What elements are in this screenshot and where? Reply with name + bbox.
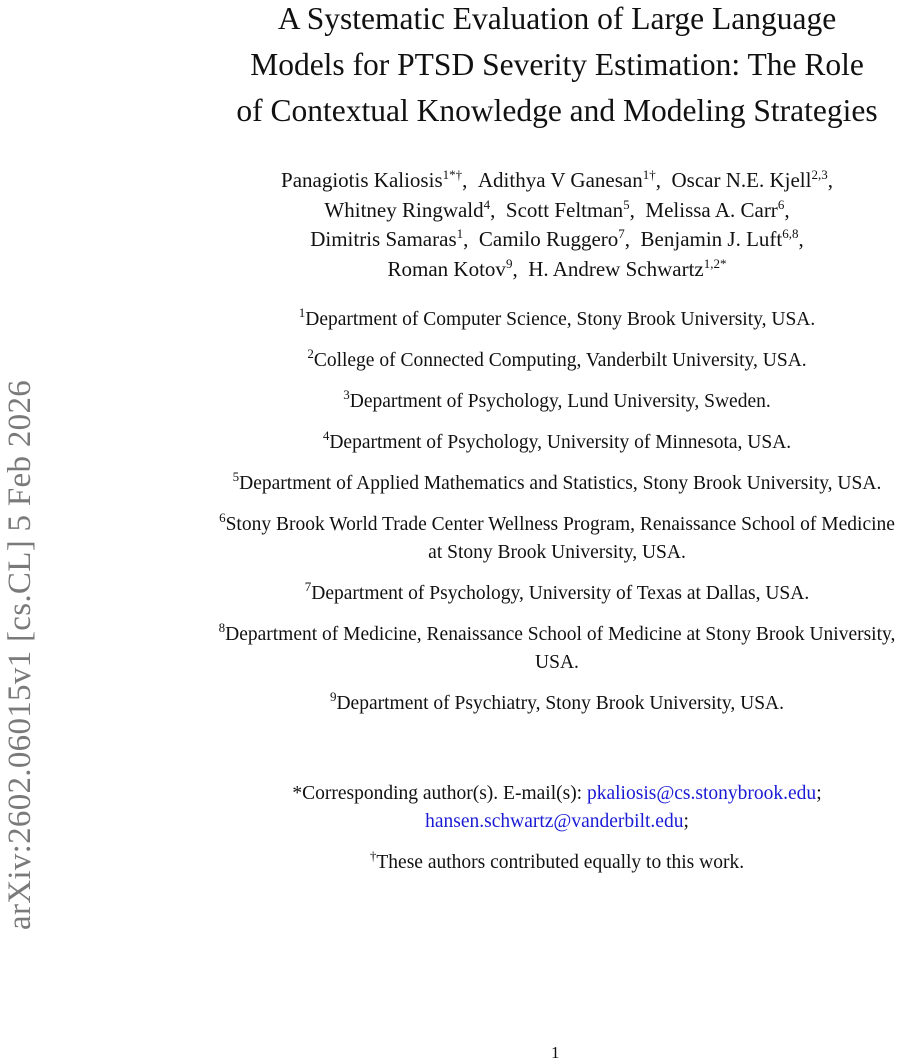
author-affiliation-mark: 6 xyxy=(777,196,785,212)
affiliation xyxy=(212,388,902,416)
separator: ; xyxy=(816,783,822,804)
email-link[interactable]: hansen.schwartz@vanderbilt.edu xyxy=(425,811,684,832)
dagger-mark: † xyxy=(369,848,377,863)
title-line: of Contextual Knowledge and Modeling Strategies xyxy=(236,93,878,128)
affiliation-number: 1 xyxy=(298,305,306,320)
author-affiliation-mark: 5 xyxy=(623,196,630,212)
author-affiliation-mark: 1,2* xyxy=(703,255,727,271)
author-list xyxy=(197,166,913,284)
author-affiliation-mark: 2,3 xyxy=(811,167,828,182)
corresponding-authors xyxy=(207,780,907,836)
author-name: Benjamin J. Luft xyxy=(640,227,783,251)
affiliation-number: 2 xyxy=(307,346,314,361)
affiliation-text: Department of Computer Science, Stony Brook University, USA. xyxy=(305,309,816,330)
affiliation-text: Department of Applied Mathematics and Statistics, Stony Brook University, USA. xyxy=(239,473,882,494)
author-affiliation-mark: 1*† xyxy=(442,167,463,182)
affiliation-number: 6 xyxy=(219,510,226,525)
author-name: Camilo Ruggero xyxy=(478,227,619,251)
author-name: Adithya V Ganesan xyxy=(477,168,643,192)
affiliation-number: 7 xyxy=(304,579,312,594)
affiliation xyxy=(212,306,902,334)
title-page xyxy=(197,0,913,877)
note-text: These authors contributed equally to this work. xyxy=(376,852,745,873)
affiliation-text: Department of Psychiatry, Stony Brook University, USA. xyxy=(336,693,785,714)
author-affiliation-mark: 7 xyxy=(618,226,625,241)
author xyxy=(478,168,656,192)
author-line: Whitney Ringwald$^4$, Scott Feltman$^5$, Melissa A. Carr$^6$, xyxy=(324,196,790,222)
author-affiliation-mark: 1 xyxy=(456,226,464,241)
equal-contribution-note xyxy=(197,849,913,877)
email-link[interactable]: pkaliosis@cs.stonybrook.edu xyxy=(586,783,817,804)
author-name: Dimitris Samaras xyxy=(310,227,457,251)
affiliation xyxy=(212,621,902,677)
author-affiliation-mark: 1† xyxy=(642,167,656,182)
author xyxy=(672,168,828,192)
author-affiliation-mark: 6,8 xyxy=(782,226,799,241)
author-line: Roman Kotov$^9$, H. Andrew Schwartz$^{1,2*}$ xyxy=(387,255,727,281)
affiliation-text: Department of Medicine, Renaissance School of Medicine at Stony Brook University, USA. xyxy=(225,624,896,673)
affiliation-number: 4 xyxy=(322,428,330,443)
author-name: Roman Kotov xyxy=(387,256,506,281)
affiliation-number: 5 xyxy=(232,469,240,484)
author-line: Panagiotis Kaliosis$^{1*\dagger}$, Adithya V Ganesan$^{1\dagger}$, Oscar N.E. Kjell$^{2,3}$, xyxy=(281,167,833,192)
page-number: 1 xyxy=(551,1043,560,1062)
affiliation-number: 8 xyxy=(218,620,226,635)
affiliation-text: College of Connected Computing, Vanderbilt University, USA. xyxy=(313,350,807,371)
affiliation-text: Department of Psychology, University of Texas at Dallas, USA. xyxy=(311,583,810,604)
separator: ; xyxy=(683,811,689,832)
title-line: Models for PTSD Severity Estimation: The Role xyxy=(250,47,864,82)
author-affiliation-mark: 4 xyxy=(483,196,491,212)
affiliation xyxy=(212,690,902,718)
author xyxy=(281,168,462,192)
author xyxy=(645,198,784,222)
author-name: Oscar N.E. Kjell xyxy=(671,168,812,192)
author xyxy=(506,198,630,222)
author-name: H. Andrew Schwartz xyxy=(528,256,704,281)
author xyxy=(310,227,463,251)
author-name: Scott Feltman xyxy=(505,197,624,222)
affiliation xyxy=(212,429,902,457)
corresponding-label: *Corresponding author(s). E-mail(s): xyxy=(292,783,587,804)
affiliation-number: 9 xyxy=(329,689,337,704)
affiliation xyxy=(212,580,902,608)
affiliation-text: Department of Psychology, Lund University, Sweden. xyxy=(349,391,771,412)
author-affiliation-mark: 9 xyxy=(505,255,513,271)
arxiv-stamp: arXiv:2602.06015v1 [cs.CL] 5 Feb 2026 xyxy=(2,379,38,930)
affiliation-number: 3 xyxy=(343,387,350,402)
author-name: Panagiotis Kaliosis xyxy=(281,168,443,192)
author-name: Whitney Ringwald xyxy=(324,197,484,222)
affiliation xyxy=(212,347,902,375)
author xyxy=(641,227,799,251)
author-line: Dimitris Samaras$^1$, Camilo Ruggero$^7$, Benjamin J. Luft$^{6,8}$, xyxy=(310,226,804,251)
author-name: Melissa A. Carr xyxy=(645,197,778,222)
author xyxy=(479,227,625,251)
author xyxy=(388,257,513,281)
affiliation-text: Stony Brook World Trade Center Wellness Program, Renaissance School of Medicine at Stony Brook University, USA. xyxy=(225,514,895,563)
paper-title xyxy=(197,0,913,134)
title-line: A Systematic Evaluation of Large Language xyxy=(277,1,837,36)
author xyxy=(528,257,726,281)
author xyxy=(324,198,490,222)
affiliation-text: Department of Psychology, University of Minnesota, USA. xyxy=(329,432,792,453)
affiliation-list xyxy=(212,306,902,718)
affiliation xyxy=(212,511,902,567)
affiliation xyxy=(212,470,902,498)
